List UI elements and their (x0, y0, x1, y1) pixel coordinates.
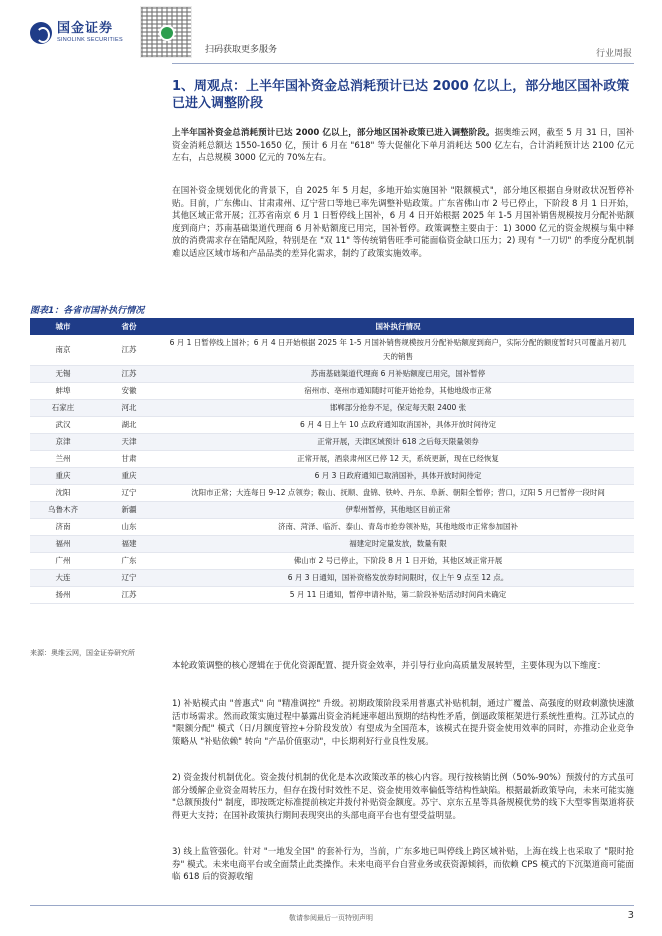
report-type-label: 行业周报 (595, 49, 632, 59)
cell-status: 6 月 3 日通知，国补资格发放券时间限时，仅上午 9 点至 12 点。 (162, 570, 634, 587)
logo-name-en: SINOLINK SECURITIES (57, 37, 123, 43)
cell-city: 济南 (30, 519, 96, 536)
table-row (30, 417, 634, 434)
table-row (30, 553, 634, 570)
cell-status: 邯郸部分抢券不足，保定每天限 2400 张 (162, 400, 634, 417)
cell-province: 河北 (96, 400, 162, 417)
cell-city: 兰州 (30, 451, 96, 468)
cell-status: 伊犁州暂停，其他地区目前正常 (162, 502, 634, 519)
cell-province: 江苏 (96, 366, 162, 383)
figure-source: 来源：奥维云网，国金证券研究所 (30, 649, 135, 657)
cell-status: 沈阳市正常；大连每日 9-12 点领券；鞍山、抚顺、盘锦、铁岭、丹东、阜新、朝阳全暂停；营口，辽阳 5 月已暂停一段时间 (162, 485, 634, 502)
brand-logo (30, 22, 123, 44)
table-row (30, 519, 634, 536)
cell-province: 福建 (96, 536, 162, 553)
cell-city: 广州 (30, 553, 96, 570)
logo-name-cn: 国金证券 (57, 21, 114, 36)
scan-prompt: 扫码获取更多服务 (205, 45, 278, 55)
paragraph-point-2: 2) 资金拨付机制优化。资金拨付机制的优化是本次政策改革的核心内容。现行按核销比例（50%-90%）预拨付的方式虽可部分缓解企业资金周转压力，但存在拨付时效性不足、资金使用效率偏低等结构性缺陷。根据最新政策导向，未来可能实施 "总额预拨付" 制度，即按既定标准提前核定并拨付补贴资金额度。苏宁、京东五星等具备规模优势的线下大型零售渠道将获得更大支持；在国补政策执行期间表现突出的头部电商平台也有望受益明显。 (172, 773, 634, 821)
cell-city: 京津 (30, 434, 96, 451)
cell-status: 正常开展，天津区域预计 618 之后每天限量领券 (162, 434, 634, 451)
header-status: 国补执行情况 (162, 318, 634, 335)
summary-bold-lead: 上半年国补资金总消耗预计已达 2000 亿以上，部分地区国补政策已进入调整阶段。 (172, 128, 495, 138)
cell-province: 山东 (96, 519, 162, 536)
paragraph-summary (172, 127, 634, 165)
logo-icon (30, 22, 52, 44)
cell-city: 沈阳 (30, 485, 96, 502)
paragraph-core-logic: 本轮政策调整的核心逻辑在于优化资源配置、提升资金效率，并引导行业向高质量发展转型，主要体现为以下维度： (172, 661, 606, 671)
table-header-row (30, 318, 634, 335)
wechat-icon (159, 25, 175, 41)
cell-city: 扬州 (30, 587, 96, 604)
cell-status: 苏南基础渠道代理商 6 月补贴额度已用完，国补暂停 (162, 366, 634, 383)
cell-city: 蚌埠 (30, 383, 96, 400)
cell-status: 6 月 1 日暂停线上国补；6 月 4 日开始根据 2025 年 1-5 月国补销售规模按月分配补贴额度到商户，实际分配的额度暂时只可覆盖月初几天的销售 (162, 335, 634, 366)
table-row (30, 335, 634, 366)
cell-status: 佛山市 2 号已停止，下阶段 8 月 1 日开始，其他区域正常开展 (162, 553, 634, 570)
cell-city: 乌鲁木齐 (30, 502, 96, 519)
header-divider (172, 63, 634, 64)
table-row (30, 502, 634, 519)
table-row (30, 468, 634, 485)
cell-city: 大连 (30, 570, 96, 587)
cell-status: 6 月 3 日政府通知已取消国补，具体开放时间待定 (162, 468, 634, 485)
cell-status: 6 月 4 日上午 10 点政府通知取消国补，具体开放时间待定 (162, 417, 634, 434)
cell-province: 重庆 (96, 468, 162, 485)
cell-province: 广东 (96, 553, 162, 570)
cell-city: 南京 (30, 335, 96, 366)
cell-city: 福州 (30, 536, 96, 553)
cell-status: 宿州市、亳州市通知随时可能开始抢券，其他地级市正常 (162, 383, 634, 400)
table-row (30, 587, 634, 604)
cell-city: 重庆 (30, 468, 96, 485)
page-header (0, 0, 662, 66)
table-body (30, 335, 634, 604)
table-row (30, 434, 634, 451)
section-heading-block (172, 78, 634, 112)
cell-city: 武汉 (30, 417, 96, 434)
table-row (30, 570, 634, 587)
subsidy-table (30, 318, 634, 604)
paragraph-point-1: 1) 补贴模式由 "普惠式" 向 "精准调控" 升级。初期政策阶段采用普惠式补贴机制，通过广覆盖、高强度的财政刺激快速激活市场需求。然而政策实施过程中暴露出资金消耗速率超出预期的结构性矛盾，倒逼政策框架进行系统性重构。江苏试点的 "限额分配" 模式（日/月额度管控+分阶段发放）有望成为全国范本，该模式在提升资金使用效率的同时，亦推动企业竞争策略从 "补贴依赖" 转向 "产品价值驱动"，中长期利好行业良性发展。 (172, 699, 634, 747)
table-row (30, 485, 634, 502)
footer-divider (30, 905, 634, 906)
header-city: 城市 (30, 318, 96, 335)
cell-status: 福建定时定量发放，数量有限 (162, 536, 634, 553)
page-number: 3 (627, 910, 634, 921)
table-row (30, 451, 634, 468)
cell-province: 辽宁 (96, 570, 162, 587)
cell-province: 江苏 (96, 335, 162, 366)
cell-status: 正常开展，酒泉肃州区已停 12 天，系统更新，现在已经恢复 (162, 451, 634, 468)
header-province: 省份 (96, 318, 162, 335)
summary-body: 据奥维云网，截至 5 月 31 日，国补资金消耗总额达 1550-1650 亿，预计 6 月在 "618" 等大促催化下单月消耗达 500 亿左右，合计消耗预计达 2100 亿元左右，占总规模 3000 亿元的 70%左右。 (172, 128, 634, 164)
table-row (30, 366, 634, 383)
cell-province: 甘肃 (96, 451, 162, 468)
table-row (30, 400, 634, 417)
cell-province: 安徽 (96, 383, 162, 400)
table-row (30, 383, 634, 400)
paragraph-policy-background: 在国补资金规划优化的背景下，自 2025 年 5 月起，多地开始实施国补 "限额模式"，部分地区根据自身财政状况暂停补贴。目前，广东佛山、甘肃肃州、辽宁营口等地已率先调整补贴政策。广东省佛山市 2 号已停止，下阶段 8 月 1 日开始，其他区域正常开展；江苏省南京 6 月 1 日暂停线上国补，6 月 4 日开始根据 2025 年 1-5 月国补销售规模按月分配补贴额度到商户；苏南基础渠道代理商 6 月补贴额度已用完，国补暂停。政策调整主要由于：1) 3000 亿元的资金规模与集中释放的消费需求存在错配风险，特别是在 "双 11" 等传统销售旺季可能面临资金缺口压力；2) 现有 "一刀切" 的季度分配机制难以适应区域市场和产品品类的差异化需求，制约了政策实施效率。 (172, 186, 634, 259)
cell-province: 江苏 (96, 587, 162, 604)
cell-province: 湖北 (96, 417, 162, 434)
paragraph-point-3: 3) 线上监管强化。针对 "一地发全国" 的套补行为，当前，广东多地已叫停线上跨区域补贴，上海在线上也采取了 "限时抢券" 模式。未来电商平台或全面禁止此类操作。未来电商平台自营业务或获资源倾斜，而依赖 CPS 模式的下沉渠道商可能面临 618 后的资源收缩 (172, 847, 634, 883)
figure-title: 图表1：各省市国补执行情况 (30, 306, 145, 316)
cell-province: 天津 (96, 434, 162, 451)
cell-status: 5 月 11 日通知，暂停申请补贴，第二阶段补贴活动时间尚未确定 (162, 587, 634, 604)
footer-disclaimer: 敬请参阅最后一页特别声明 (289, 914, 373, 922)
cell-province: 辽宁 (96, 485, 162, 502)
section-title: 1、周观点：上半年国补资金总消耗预计已达 2000 亿以上，部分地区国补政策已进入调整阶段 (172, 79, 630, 111)
cell-city: 无锡 (30, 366, 96, 383)
cell-province: 新疆 (96, 502, 162, 519)
table-row (30, 536, 634, 553)
cell-city: 石家庄 (30, 400, 96, 417)
cell-status: 济南、菏泽、临沂、泰山、青岛市抢券领补贴，其他地级市正常参加国补 (162, 519, 634, 536)
